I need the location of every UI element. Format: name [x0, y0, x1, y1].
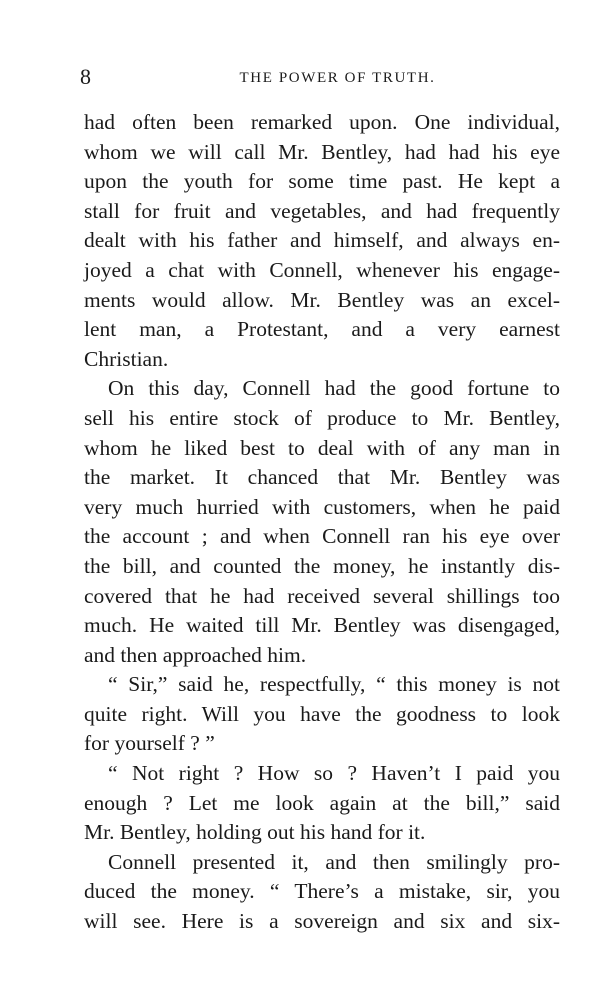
text-line: joyed a chat with Connell, whenever his engage-	[84, 257, 560, 282]
text-line: the bill, and counted the money, he instantly dis-	[84, 553, 560, 578]
text-line: enough ? Let me look again at the bill,” said	[84, 790, 560, 815]
text-line: the market. It chanced that Mr. Bentley was	[84, 465, 560, 490]
text-line: “ Sir,” said he, respectfully, “ this money is not	[108, 672, 560, 697]
text-line: very much hurried with customers, when he paid	[84, 494, 560, 519]
text-line: and then approached him.	[84, 642, 307, 667]
running-title: THE POWER OF TRUTH.	[239, 70, 436, 86]
body-text	[84, 108, 560, 937]
text-line: “ Not right ? How so ? Haven’t I paid you	[108, 761, 560, 786]
text-line: quite right. Will you have the goodness to look	[84, 701, 560, 726]
text-line: lent man, a Protestant, and a very earnest	[84, 317, 560, 342]
text-line: had often been remarked upon. One individual,	[84, 110, 560, 134]
text-line: dealt with his father and himself, and always en-	[84, 228, 560, 253]
text-line: will see. Here is a sovereign and six and six-	[84, 909, 560, 934]
text-line: whom we will call Mr. Bentley, had had his eye	[84, 139, 560, 164]
text-line: duced the money. “ There’s a mistake, sir, you	[84, 879, 560, 904]
text-line: the account ; and when Connell ran his eye over	[84, 524, 560, 549]
text-line: stall for fruit and vegetables, and had frequently	[84, 198, 560, 223]
text-line: sell his entire stock of produce to Mr. Bentley,	[84, 405, 560, 430]
text-line: upon the youth for some time past. He kept a	[84, 169, 560, 194]
page-number: 8	[80, 64, 91, 89]
text-line: for yourself ? ”	[84, 731, 215, 756]
text-line: ments would allow. Mr. Bentley was an excel-	[84, 287, 560, 312]
text-line: much. He waited till Mr. Bentley was disengaged,	[84, 613, 560, 638]
text-line: covered that he had received several shillings too	[84, 583, 560, 608]
text-line: On this day, Connell had the good fortune to	[108, 376, 560, 401]
running-head	[80, 62, 555, 92]
text-line: whom he liked best to deal with of any man in	[84, 435, 560, 460]
text-line: Connell presented it, and then smilingly pro-	[108, 849, 560, 874]
text-line: Christian.	[84, 346, 169, 371]
text-line: Mr. Bentley, holding out his hand for it.	[84, 820, 426, 845]
